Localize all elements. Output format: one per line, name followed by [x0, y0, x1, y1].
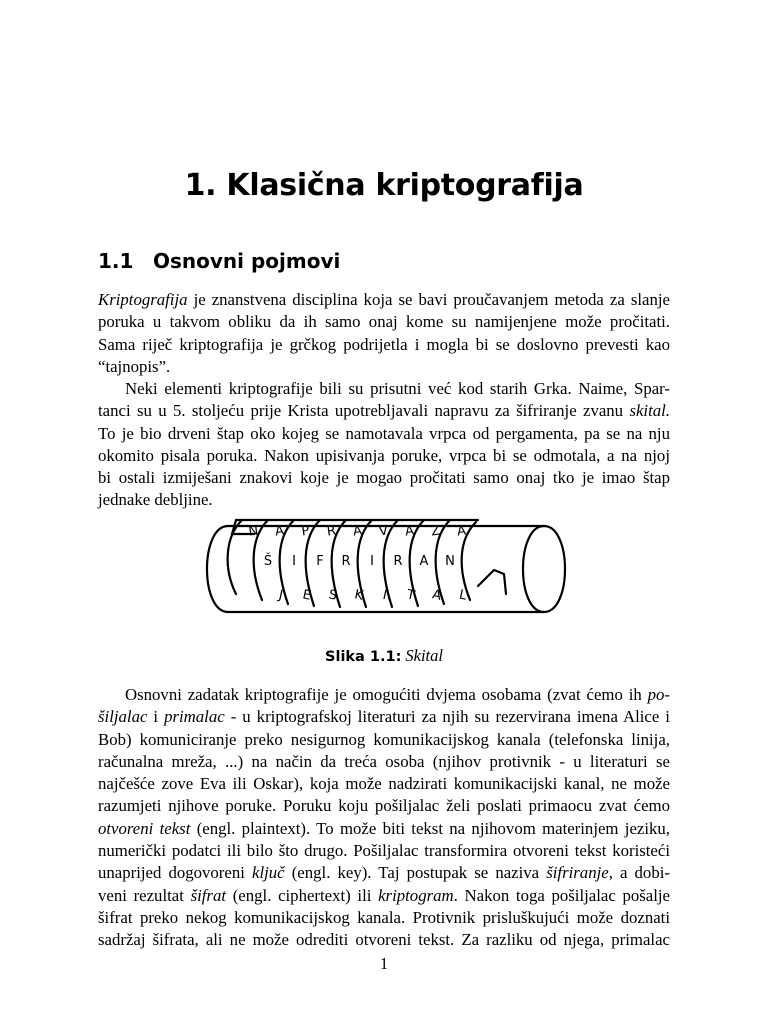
- text-line: To je bio drveni štap oko kojeg se namotavala vrpca od pergamenta, pa se na nju: [98, 423, 670, 443]
- term-sifriranje: šifriranje: [546, 863, 609, 883]
- ribbon-letter: A: [430, 587, 443, 604]
- text-span: tanci su u 5. stoljeću prije Krista upotrebljavali napravu za šifriranje zvanu: [98, 401, 624, 421]
- ribbon-letter: P: [300, 523, 311, 540]
- text-line: okomito pisala poruka. Nakon upisivanja poruke, vrpca bi se odmotala, a na njoj: [98, 445, 670, 465]
- text-line: šifrat preko nekog komunikacijskog kanala. Protivnik prisluškujući može doznati: [98, 907, 670, 927]
- ribbon-letter: S: [327, 587, 339, 604]
- text-span: Osnovni zadatak kriptografije je omogućiti dvjema osobama (zvat ćemo ih: [125, 685, 642, 704]
- text-line: razumjeti njihove poruke. Poruku koju pošiljalac želi poslati primaocu zvat ćemo: [98, 796, 670, 816]
- section-heading: [98, 249, 340, 273]
- text-span: [378, 886, 670, 905]
- text-span: skital: [629, 401, 666, 421]
- figure-scytale: [196, 508, 572, 628]
- ribbon-letter: F: [316, 554, 324, 569]
- text-line: [98, 885, 670, 907]
- term-sifrat: šifrat: [190, 885, 227, 905]
- term-posiljalac: šiljalac: [98, 707, 148, 727]
- ribbon-letters-row-1: [248, 523, 467, 539]
- ribbon-letter: R: [341, 554, 351, 569]
- text-line: numerički podatci ili bilo što drugo. Pošiljalac transformira otvoreni tekst koristeći: [98, 841, 670, 861]
- text-line: Neki elementi kriptografije bili su prisutni već kod starih Grka. Naime, Spar-: [125, 379, 670, 398]
- text-line: [98, 684, 670, 706]
- ribbon-letter: T: [405, 587, 417, 604]
- ribbon-letter: A: [274, 523, 285, 540]
- text-span: , a dobi-: [608, 863, 670, 883]
- ribbon-letter: N: [247, 523, 260, 540]
- text-line: poruka u takvom obliku da ih samo onaj kome su namijenjene može pročitati.: [98, 312, 670, 332]
- ribbon-letter: I: [381, 587, 389, 604]
- text-line: [98, 862, 670, 884]
- text-span: (engl. ciphertext) ili: [232, 885, 372, 905]
- ribbon-letter: A: [456, 523, 467, 540]
- text-span: [546, 863, 670, 882]
- ribbon-letter: A: [352, 523, 363, 540]
- text-span: i: [153, 707, 159, 727]
- text-line: [98, 706, 670, 728]
- ribbon-letter: Z: [430, 523, 441, 540]
- text-span: (engl. plaintext). To može biti tekst na njihovom materinjem jeziku,: [196, 818, 670, 838]
- text-line: Sama riječ kriptografija je grčkog podrijetla i mogla bi se doslovno prevesti kao: [98, 334, 670, 354]
- ribbon-letter: R: [325, 523, 338, 540]
- text-span: .: [665, 401, 670, 421]
- ribbon-letter: I: [370, 554, 374, 569]
- text-line: najčešće zove Eva ili Oskar), koja može nadzirati komunikacijski kanal, ne može: [98, 774, 670, 794]
- term-kljuc: ključ: [252, 863, 285, 883]
- scytale-drawing: [196, 508, 572, 628]
- term-posiljalac: po-: [647, 685, 670, 704]
- term-kriptografija: Kriptografija: [98, 290, 188, 309]
- ribbon-letter: V: [378, 523, 389, 540]
- text-span: unaprijed dogovoreni: [98, 863, 245, 883]
- text-line: [98, 818, 670, 840]
- caption-text: Skital: [405, 646, 443, 665]
- section-number: 1.1: [98, 249, 134, 273]
- text-line: bi ostali izmiješani znakovi koje je mogao pročitati samo onaj tko je imao štap: [98, 468, 670, 488]
- ribbon-letter: R: [393, 554, 403, 569]
- ribbon-letter: I: [292, 554, 296, 569]
- text-span: - u kriptografskoj literaturi za njih su rezervirana imena Alice i: [230, 707, 670, 727]
- ribbon-letter: K: [352, 587, 365, 604]
- ribbon-letters-row-3: [276, 587, 468, 604]
- ribbon-letter: L: [457, 587, 468, 604]
- term-skital: [629, 401, 670, 420]
- ribbon-letter: J: [277, 587, 285, 604]
- ribbon-letter: Š: [263, 554, 273, 569]
- term-otvoreni-tekst: otvoreni tekst: [98, 818, 191, 838]
- text-span: je znanstvena disciplina koja se bavi proučavanjem metoda za slanje: [193, 290, 670, 309]
- cylinder-right-end: [523, 526, 565, 612]
- text-line: računalna mreža, ...) na način da treća osoba (njihov protivnik - u literaturi se: [98, 751, 670, 771]
- text-span: (engl. key). Taj postupak se naziva: [291, 863, 540, 883]
- ribbon-letter: A: [404, 523, 415, 540]
- ribbon-end: [478, 570, 506, 594]
- ribbon-band-1: [228, 520, 242, 594]
- page-number: 1: [379, 954, 389, 973]
- text-line: [98, 400, 670, 422]
- figure-caption: [0, 646, 768, 666]
- text-line: sadržaj šifrata, ali ne može odrediti otvoreni tekst. Za razliku od njega, primalac: [98, 930, 670, 950]
- paragraph-definition: [98, 289, 670, 378]
- section-title: Osnovni pojmovi: [153, 249, 341, 273]
- text-span: veni rezultat: [98, 885, 184, 905]
- ribbon-letter: N: [445, 554, 455, 569]
- text-span: . Nakon toga pošiljalac pošalje: [453, 885, 671, 905]
- text-line: jednake debljine.: [98, 490, 213, 510]
- text-line: “tajnopis”.: [98, 356, 171, 376]
- paragraph-history: [98, 378, 670, 512]
- ribbon-letter: E: [301, 587, 313, 604]
- ribbon-letter: A: [419, 554, 429, 569]
- ribbon-letters-row-2: [264, 553, 455, 569]
- term-kriptogram: kriptogram: [378, 885, 454, 905]
- term-primalac: primalac: [164, 707, 225, 727]
- text-line: Bob) komuniciranje preko nesigurnog komunikacijskog kanala (telefonska linija,: [98, 729, 670, 749]
- chapter-title: 1. Klasična kriptografija: [184, 168, 584, 203]
- paragraph-basic-task: [98, 684, 670, 952]
- caption-label: Slika 1.1:: [325, 649, 402, 665]
- cylinder-left-end: [207, 526, 228, 612]
- text-line: [98, 289, 670, 311]
